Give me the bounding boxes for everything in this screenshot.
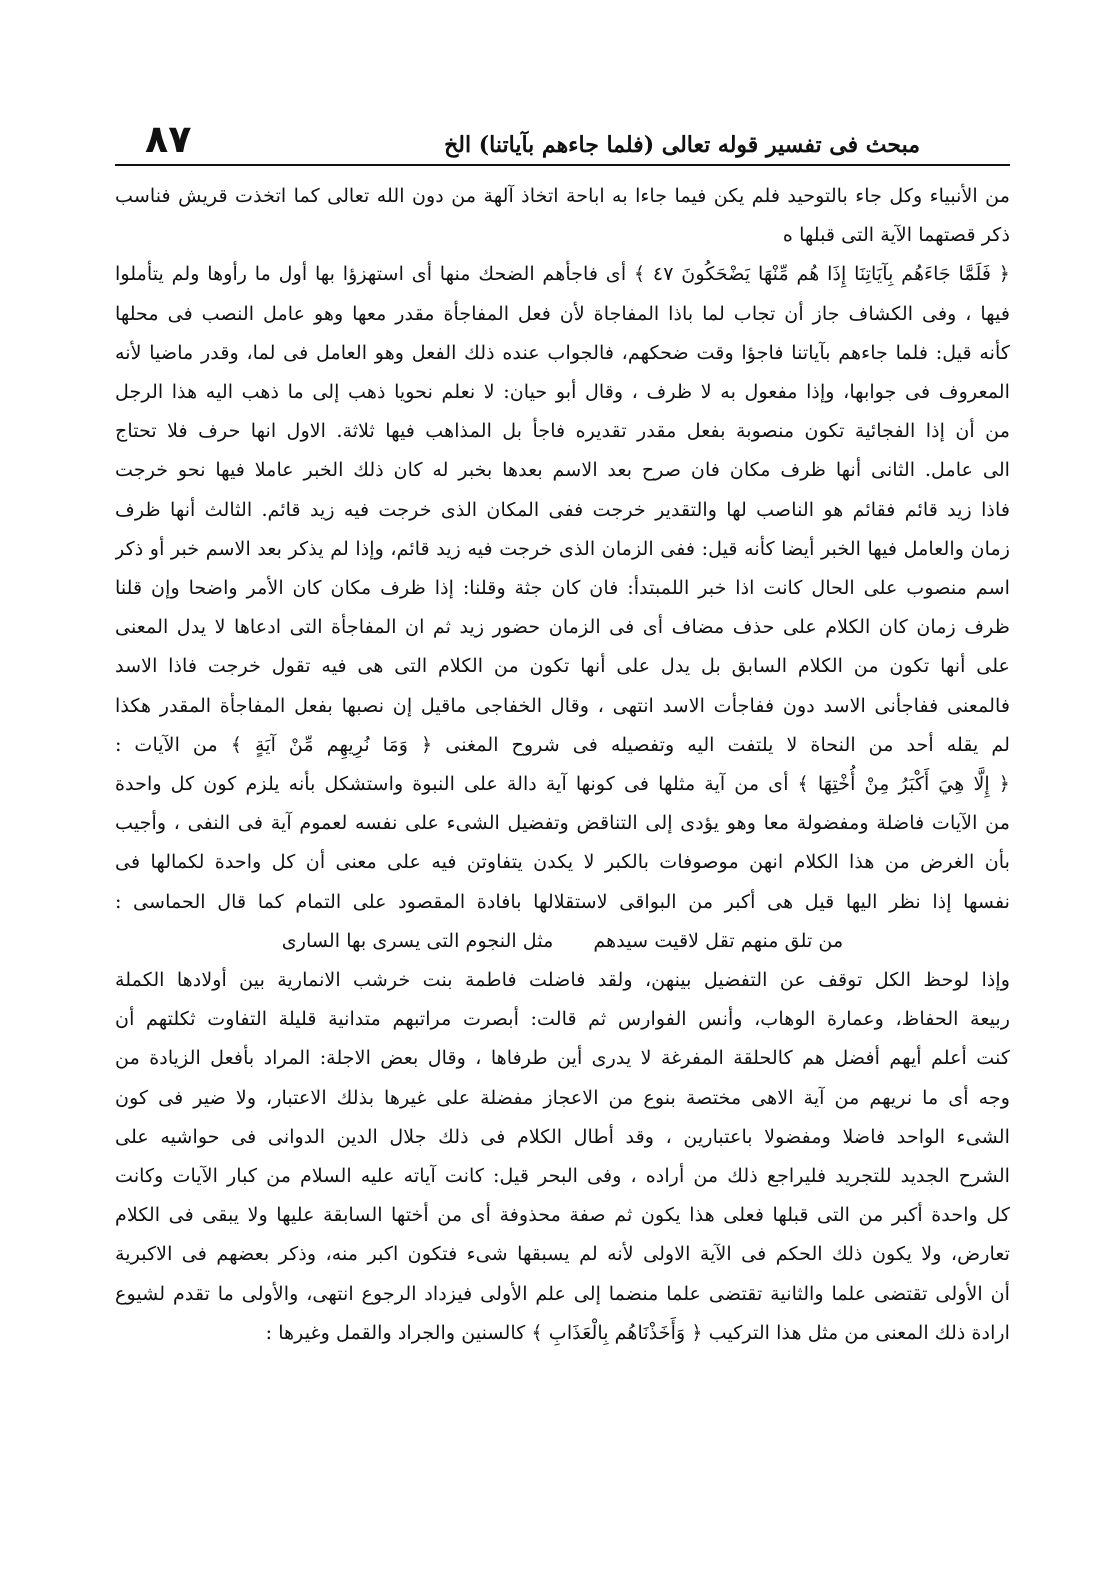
text-line: تعارض، ولا يكون ذلك الحكم فى الآية الاولى لأنه لم يسبقها شىء فتكون اكبر منه، وذكر بعضهم فى الاكبرية (115, 1242, 1010, 1266)
text-line: نفسها إذا نظر اليها قيل هى أكبر من البواقى لاستقلالها بافادة المقصود على التمام كما قال الحماسى : (115, 889, 1010, 913)
text-line: ذكر قصتهما الآية التى قبلها ه (782, 223, 1010, 247)
text-line: ﴿ فَلَمَّا جَاءَهُم بِآيَاتِنَا إِذَا هُم مِّنْهَا يَضْحَكُونَ ٤٧ ﴾ أى فاجأهم الضحك منها أى استهزؤا بها أول ما رأوها ولم يتأملوا (115, 262, 1010, 286)
header-rule (115, 164, 1010, 166)
text-line: كأنه قيل: فلما جاءهم بآياتنا فاجؤا وقت ضحكهم، فالجواب عنده ذلك الفعل وهو العامل فى لما، وقدر ماضيا لأنه (115, 340, 1010, 364)
text-line: زمان والعامل فيها الخبر أيضا كأنه قيل: ففى الزمان الذى خرجت فيه زيد قائم، وإذا لم يذكر بعد الاسم خبر أو ذكر (115, 536, 1010, 560)
text-line: ﴿ إِلَّا هِيَ أَكْبَرُ مِنْ أُخْتِهَا ﴾ أى من آية مثلها فى كونها آية دالة على النبوة واستشكل بأنه يلزم كون كل واحدة (115, 772, 1010, 796)
text-line: بأن الغرض من هذا الكلام انهن موصوفات بالكبر لا يكدن يتفاوتن فيه على معنى أن كل واحدة لكمالها فى (115, 850, 1010, 874)
text-line: أن الأولى تقتضى علما والثانية تقتضى علما منضما إلى علم الأولى فيزداد الرجوع انتهى، والأولى ما تقدم لشيوع (115, 1281, 1010, 1305)
poem-hemistich-left: مثل النجوم التى يسرى بها السارى (281, 928, 554, 952)
text-line: اسم منصوب على الحال كانت اذا خبر اللمبتدأ: فان كان جثة وقلنا: إذا ظرف مكان كان الأمر واضحا وإن قلنا (115, 576, 1010, 600)
body-text-continued (115, 960, 1010, 1352)
text-line: الى عامل. الثانى أنها ظرف مكان فان صرح بعد الاسم بعدها بخبر له كان ذلك الخبر عاملا فيها نحو خرجت (115, 458, 1010, 482)
text-line: وإذا لوحظ الكل توقف عن التفضيل بينهن، ولقد فاضلت فاطمة بنت خرشب الانمارية بين أولادها الكملة (115, 968, 1010, 992)
text-line: كل واحدة أكبر من التى قبلها فعلى هذا يكون ثم صفة محذوفة أى من أختها السابقة عليها ولا يبقى فى الكلام (115, 1203, 1010, 1227)
text-line: من الأنبياء وكل جاء بالتوحيد فلم يكن فيما جاءا به اباحة اتخاذ آلهة من دون الله تعالى كما اتخذت قريش فناسب (115, 184, 1010, 207)
text-line: على أنها تكون من الكلام السابق بل يدل على أنها تكون من الكلام التى هى فيه تقول خرجت فاذا الاسد (115, 654, 1010, 678)
text-line: المعروف فى جوابها، وإذا مفعول به لا ظرف ، وقال أبو حيان: لا نعلم نحويا ذهب إلى ما ذهب اليه هذا الرجل (115, 380, 1010, 404)
text-line: ربيعة الحفاظ، وعمارة الوهاب، وأنس الفوارس ثم قالت: أبصرت مراتبهم متدانية قليلة التفاوت ثكلتهم أن (115, 1007, 1010, 1031)
text-line: الشىء الواحد فاضلا ومفضولا باعتبارين ، وقد أطال الكلام فى ذلك جلال الدين الدوانى فى حواشيه على (115, 1124, 1010, 1148)
text-line: لم يقله أحد من النحاة لا يلتفت اليه وتفصيله فى شروح المغنى ﴿ وَمَا نُرِيهِم مِّنْ آيَةٍ ﴾ من الآيات : (115, 732, 1010, 756)
text-line: فاذا زيد قائم فقائم هو الناصب لها والتقدير خرجت ففى المكان الذى خرجت فيه زيد قائم. الثالث أنها ظرف (115, 497, 1010, 521)
text-line: ظرف زمان كان الكلام على حذف مضاف أى فى الزمان حضور زيد ثم ان المفاجأة التى ادعاها لا يدل المعنى (115, 615, 1010, 639)
page-header (115, 110, 1010, 161)
page-number: ٨٧ (145, 117, 192, 161)
body-text (115, 176, 1010, 921)
text-line: فالمعنى ففاجأنى الاسد دون ففاجأت الاسد انتهى ، وقال الخفاجى ماقيل إن نصبها بفعل المفاجأة المقدر هكذا (115, 693, 1010, 717)
text-line: فيها ، وفى الكشاف جاز أن تجاب لما باذا المفاجاة لأن فعل المفاجأة مقدر معها وهو عامل النصب فى محلها (115, 301, 1010, 325)
text-line: من الآيات فاضلة ومفضولة معا وهو يؤدى إلى التناقض وتفضيل الشىء على نفسه لعموم آية فى النفى ، وأجيب (115, 811, 1010, 835)
poem-verse (115, 921, 1010, 960)
poem-hemistich-right: من تلق منهم تقل لاقيت سيدهم (593, 928, 844, 952)
text-line: من أن إذا الفجائية تكون منصوبة بفعل مقدر تقديره فاجأ بل المذاهب فيها ثلاثة. الاول انها حرف فلا تحتاج (115, 419, 1010, 443)
running-title: مبحث فى تفسير قوله تعالى (فلما جاءهم بآياتنا) الخ (444, 132, 920, 158)
text-line: كنت أعلم أيهم أفضل هم كالحلقة المفرغة لا يدرى أين طرفاها ، وقال بعض الاجلة: المراد بأفعل الزيادة من (115, 1046, 1010, 1070)
text-line: وجه أى ما نريهم من آية الاهى مختصة بنوع من الاعجاز مفضلة على غيرها بذلك الاعتبار، ولا ضير فى كون (115, 1085, 1010, 1109)
text-line: الشرح الجديد للتجريد فليراجع ذلك من أراده ، وفى البحر قيل: كانت آياته عليه السلام من كبار الآيات وكانت (115, 1164, 1010, 1188)
text-line: ارادة ذلك المعنى من مثل هذا التركيب ﴿ وَأَخَذْنَاهُم بِالْعَذَابِ ﴾ كالسنين والجراد والقمل وغيرها : (265, 1320, 1010, 1344)
